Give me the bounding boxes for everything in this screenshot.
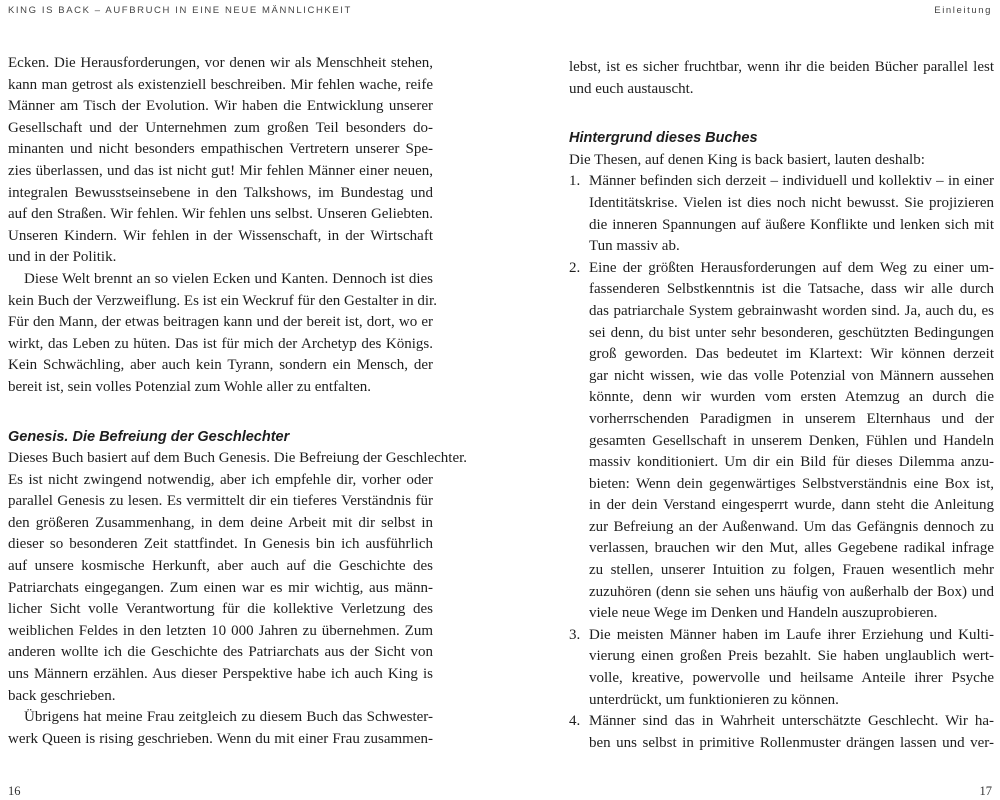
text-line: zu stellen, unserer Intuition zu folgen, Frauen wesentlich mehr (589, 562, 994, 579)
text-line: viele neue Wege im Denken und Handeln auszuprobieren. (589, 605, 938, 622)
text-line: zur Befreiung an der Außenwand. Um das Gefängnis dennoch zu (589, 518, 994, 535)
text-line: massiv konditioniert. Um dir ein Bild für dieses Dilemma anzu- (589, 454, 994, 471)
text-line: in der dein Verstand eingesperrt wurde, dann steht die Anleitung (589, 497, 994, 514)
text-line: Übrigens hat meine Frau zeitgleich zu diesem Buch das Schwester- (24, 709, 433, 726)
left-paragraph-2 (8, 269, 437, 399)
text-line: gesamten Gesellschaft in unserem Denken, Fühlen und Handeln (589, 432, 994, 449)
text-line: Unseren Kindern. Wir fehlen in der Wissenschaft, in der Wirtschaft (8, 227, 433, 244)
page-number-right: 17 (979, 784, 992, 798)
text-line: minanten und nicht besonders empathischen Vertretern unserer Spe- (8, 141, 433, 158)
list-item (569, 625, 994, 711)
text-line: volle, kreative, powervolle und heilsame Anteile ihrer Psyche (589, 670, 994, 687)
text-line: zuzuhören (denn sie sehen uns häufig von außerhalb der Box) und (589, 583, 994, 600)
text-line: und euch austauscht. (569, 80, 694, 97)
text-line: vorherrschenden Paradigmen in unserem Elternhaus und der (589, 410, 994, 427)
left-paragraph-3 (8, 448, 468, 707)
text-line: unterdrückt, um funktionieren zu können. (589, 691, 839, 708)
left-paragraph-4 (8, 707, 433, 750)
text-line: licher Sicht volle Verantwortung für die kollektive Verletzung des (8, 601, 433, 618)
text-line: ben uns selbst in primitive Rollenmuster drängen lassen und ver- (589, 734, 994, 751)
text-line: Identitätskrise. Vielen ist dies noch nicht bewusst. Sie projizieren (589, 194, 994, 211)
running-head-right: Einleitung (934, 5, 992, 16)
theses-intro: Die Thesen, auf denen King is back basiert, lauten deshalb: (569, 151, 925, 168)
text-line: groß geworden. Das bedeutet im Klartext: Wir können derzeit (589, 346, 994, 363)
page-number-left: 16 (8, 784, 21, 798)
text-line: Tun massiv ab. (589, 238, 680, 255)
list-item (569, 171, 994, 257)
text-line: Gesellschaft und der Unternehmen zum großen Teil besonders do- (8, 119, 433, 136)
text-line: werk Queen is rising geschrieben. Wenn du mit einer Frau zusammen- (8, 730, 433, 747)
text-line: integralen Bewusstseinsebene in den Talkshows, im Bundestag und (8, 184, 433, 201)
text-line: sei denn, du bist unter sehr besonderen, geschützten Bedingungen (589, 324, 994, 341)
text-line: auf unsere kosmische Herkunft, aber auch auf die Geschichte des (8, 558, 433, 575)
text-line: kein Buch der Verzweiflung. Es ist ein Weckruf für den Gestalter in dir. (8, 292, 437, 309)
text-line: anderen wollte ich die Geschichte des Patriarchats aus der Sicht von (8, 644, 433, 661)
text-line: den größeren Zusammenhang, in dem deine Arbeit mit dir selbst in (8, 514, 433, 531)
text-line: auf den Straßen. Wir fehlen. Wir fehlen uns selbst. Unseren Geliebten. (8, 206, 433, 223)
text-line: Die meisten Männer haben im Laufe ihrer Erziehung und Kulti- (589, 626, 994, 643)
list-number: 1. (569, 173, 581, 190)
section-heading-hintergrund: Hintergrund dieses Buches (569, 130, 758, 147)
right-text-block (569, 57, 994, 754)
left-paragraph-1 (8, 53, 433, 269)
right-paragraph-1 (569, 57, 994, 100)
text-line: weiblichen Feldes in den letzten 10 000 Jahren zu übernehmen. Zum (8, 622, 433, 639)
text-line: Diese Welt brennt an so vielen Ecken und Kanten. Dennoch ist dies (24, 270, 433, 287)
text-line: Männer befinden sich derzeit – individuell und kollektiv – in einer (589, 173, 994, 190)
text-line: könnte, denn wir wurden vom ersten Atemzug an durch die (589, 389, 994, 406)
text-line: vierung einen großen Preis bezahlt. Sie haben unglaublich wert- (589, 648, 994, 665)
text-line: lebst, ist es sicher fruchtbar, wenn ihr die beiden Bücher parallel lest (569, 59, 994, 75)
text-line: zies überlassen, und das ist nicht gut! Mir fehlen Männer einer neuen, (8, 162, 433, 179)
text-line: Es ist nicht zwingend notwendig, aber ich empfehle dir, vorher oder (8, 471, 433, 488)
text-line: fassenderen Selbstkenntnis ist die Tatsache, dass wir alle durch (589, 281, 994, 298)
text-line: Für den Mann, der etwas beitragen kann und der bereit ist, dort, wo er (8, 314, 433, 331)
text-line: dieser so besonderen Zeit stattfindet. In Genesis bin ich ausführlich (8, 536, 433, 553)
text-line: und in der Politik. (8, 249, 117, 266)
theses-list (569, 171, 994, 754)
list-number: 4. (569, 713, 581, 730)
text-line: das patriarchale System gebrainwasht worden sind. Ja, auch du, es (589, 302, 994, 319)
text-line: die inneren Spannungen auf äußere Konflikte und lenken sich mit (589, 216, 994, 233)
text-line: Patriarchats eingegangen. Zum einen war es mir wichtig, aus männ- (8, 579, 433, 596)
text-line: Dieses Buch basiert auf dem Buch Genesis. Die Befreiung der Geschlechter. (8, 450, 468, 467)
text-line: uns Männern erzählen. Aus dieser Perspektive habe ich auch King is (8, 666, 433, 683)
text-line: Ecken. Die Herausforderungen, vor denen wir als Menschheit stehen, (8, 55, 433, 71)
section-heading-genesis: Genesis. Die Befreiung der Geschlechter (8, 428, 290, 445)
list-number: 2. (569, 259, 581, 276)
left-text-block (8, 53, 468, 750)
running-head-left: KING IS BACK – AUFBRUCH IN EINE NEUE MÄNNLICHKEIT (8, 5, 352, 16)
text-line: Männer am Tisch der Evolution. Wir haben die Entwicklung unserer (8, 98, 433, 115)
text-line: parallel Genesis zu lesen. Es vermittelt dir ein tieferes Verständnis für (8, 493, 433, 510)
text-line: bieten: Wenn dein gegenwärtiges Selbstverständnis eine Box ist, (589, 475, 994, 492)
text-line: wirkt, das Leben zu hüten. Das ist für mich der Archetyp des Königs. (8, 335, 433, 352)
text-line: kann man getrost als existenziell beschreiben. Mir fehlen wache, reife (8, 76, 433, 93)
text-line: Eine der größten Herausforderungen auf dem Weg zu einer um- (589, 259, 994, 276)
text-line: bereit ist, sein volles Potenzial zum Wohle aller zu entfalten. (8, 378, 371, 395)
right-page (500, 0, 1000, 800)
text-line: Kein Schwächling, aber auch kein Tyrann, sondern ein Mensch, der (8, 357, 433, 374)
text-line: back geschrieben. (8, 687, 116, 704)
text-line: gar nicht wissen, wie das volle Potenzial von Männern aussehen (589, 367, 994, 384)
list-item (569, 711, 994, 754)
list-number: 3. (569, 626, 581, 643)
list-item (569, 258, 994, 625)
text-line: verlassen, brauchen wir den Mut, alles Gegebene radikal infrage (589, 540, 994, 557)
text-line: Männer sind das in Wahrheit unterschätzte Geschlecht. Wir ha- (589, 713, 994, 730)
